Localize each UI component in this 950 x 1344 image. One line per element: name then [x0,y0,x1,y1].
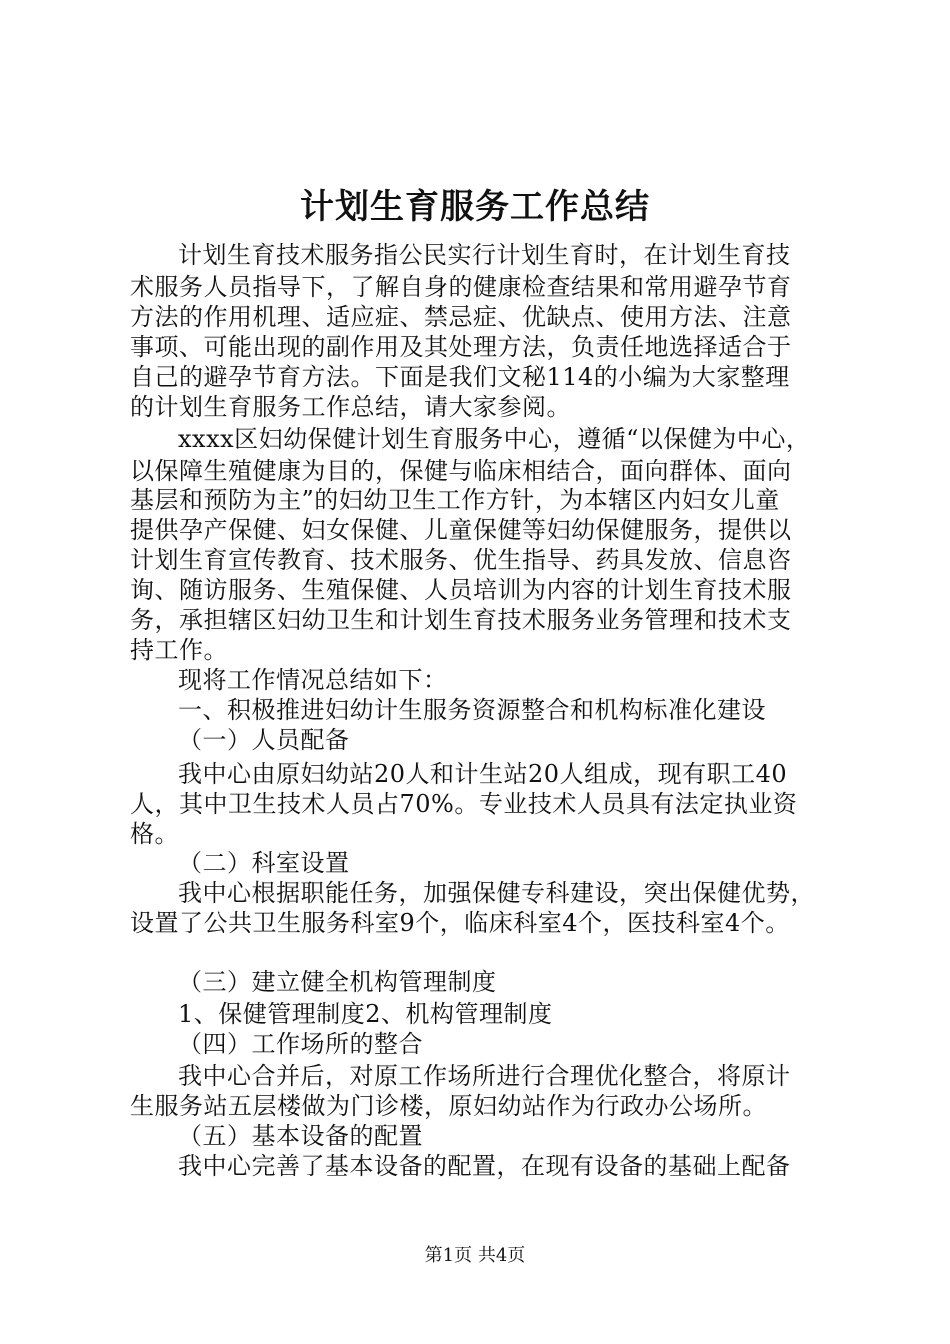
text-line: 我中心由原妇幼站20人和计生站20人组成，现有职工40 [178,760,788,788]
text-line: 我中心完善了基本设备的配置，在现有设备的基础上配备 [178,1152,791,1180]
text-line: 持工作。 [130,636,228,664]
subsection-heading: （一）人员配备 [178,726,350,754]
text-line: 人，其中卫生技术人员占70%。专业技术人员具有法定执业资 [130,790,798,818]
text-line: xxxx区妇幼保健计划生育服务中心，遵循“以保健为中心， [178,425,811,453]
text-line: 计划生育技术服务指公民实行计划生育时，在计划生育技 [178,241,791,269]
section-heading: 一、积极推进妇幼计生服务资源整合和机构标准化建设 [178,696,766,724]
text-line: 生服务站五层楼做为门诊楼，原妇幼站作为行政办公场所。 [130,1092,767,1120]
text-line: 术服务人员指导下，了解自身的健康检查结果和常用避孕节育 [130,273,792,301]
text-line: 的计划生育服务工作总结，请大家参阅。 [130,393,571,421]
text-line: 设置了公共卫生服务科室9个，临床科室4个，医技科室4个。 [130,909,790,937]
text-line: 格。 [130,820,179,848]
text-line: 方法的作用机理、适应症、禁忌症、优缺点、使用方法、注意 [130,303,792,331]
subsection-heading: （五）基本设备的配置 [178,1122,423,1150]
text-line: 计划生育宣传教育、技术服务、优生指导、药具发放、信息咨 [130,546,792,574]
text-line: 我中心根据职能任务，加强保健专科建设，突出保健优势， [178,879,815,907]
page-footer: 第1页 共4页 [424,1245,526,1266]
subsection-heading: （三）建立健全机构管理制度 [178,968,497,996]
text-line: 事项、可能出现的副作用及其处理方法，负责任地选择适合于 [130,333,792,361]
text-line: 自己的避孕节育方法。下面是我们文秘114的小编为大家整理 [130,363,790,391]
subsection-heading: （二）科室设置 [178,849,350,877]
text-line: 1、保健管理制度2、机构管理制度 [178,1000,553,1028]
page-title: 计划生育服务工作总结 [300,187,650,227]
text-line: 以保障生殖健康为目的，保健与临床相结合，面向群体、面向 [130,457,792,485]
text-line: 提供孕产保健、妇女保健、儿童保健等妇幼保健服务，提供以 [130,516,792,544]
text-line: 基层和预防为主”的妇幼卫生工作方针，为本辖区内妇女儿童 [130,486,780,514]
subsection-heading: （四）工作场所的整合 [178,1030,423,1058]
text-line: 询、随访服务、生殖保健、人员培训为内容的计划生育技术服 [130,576,792,604]
text-line: 务，承担辖区妇幼卫生和计划生育技术服务业务管理和技术支 [130,606,792,634]
text-line: 现将工作情况总结如下： [178,666,448,694]
text-line: 我中心合并后，对原工作场所进行合理优化整合，将原计 [178,1062,791,1090]
